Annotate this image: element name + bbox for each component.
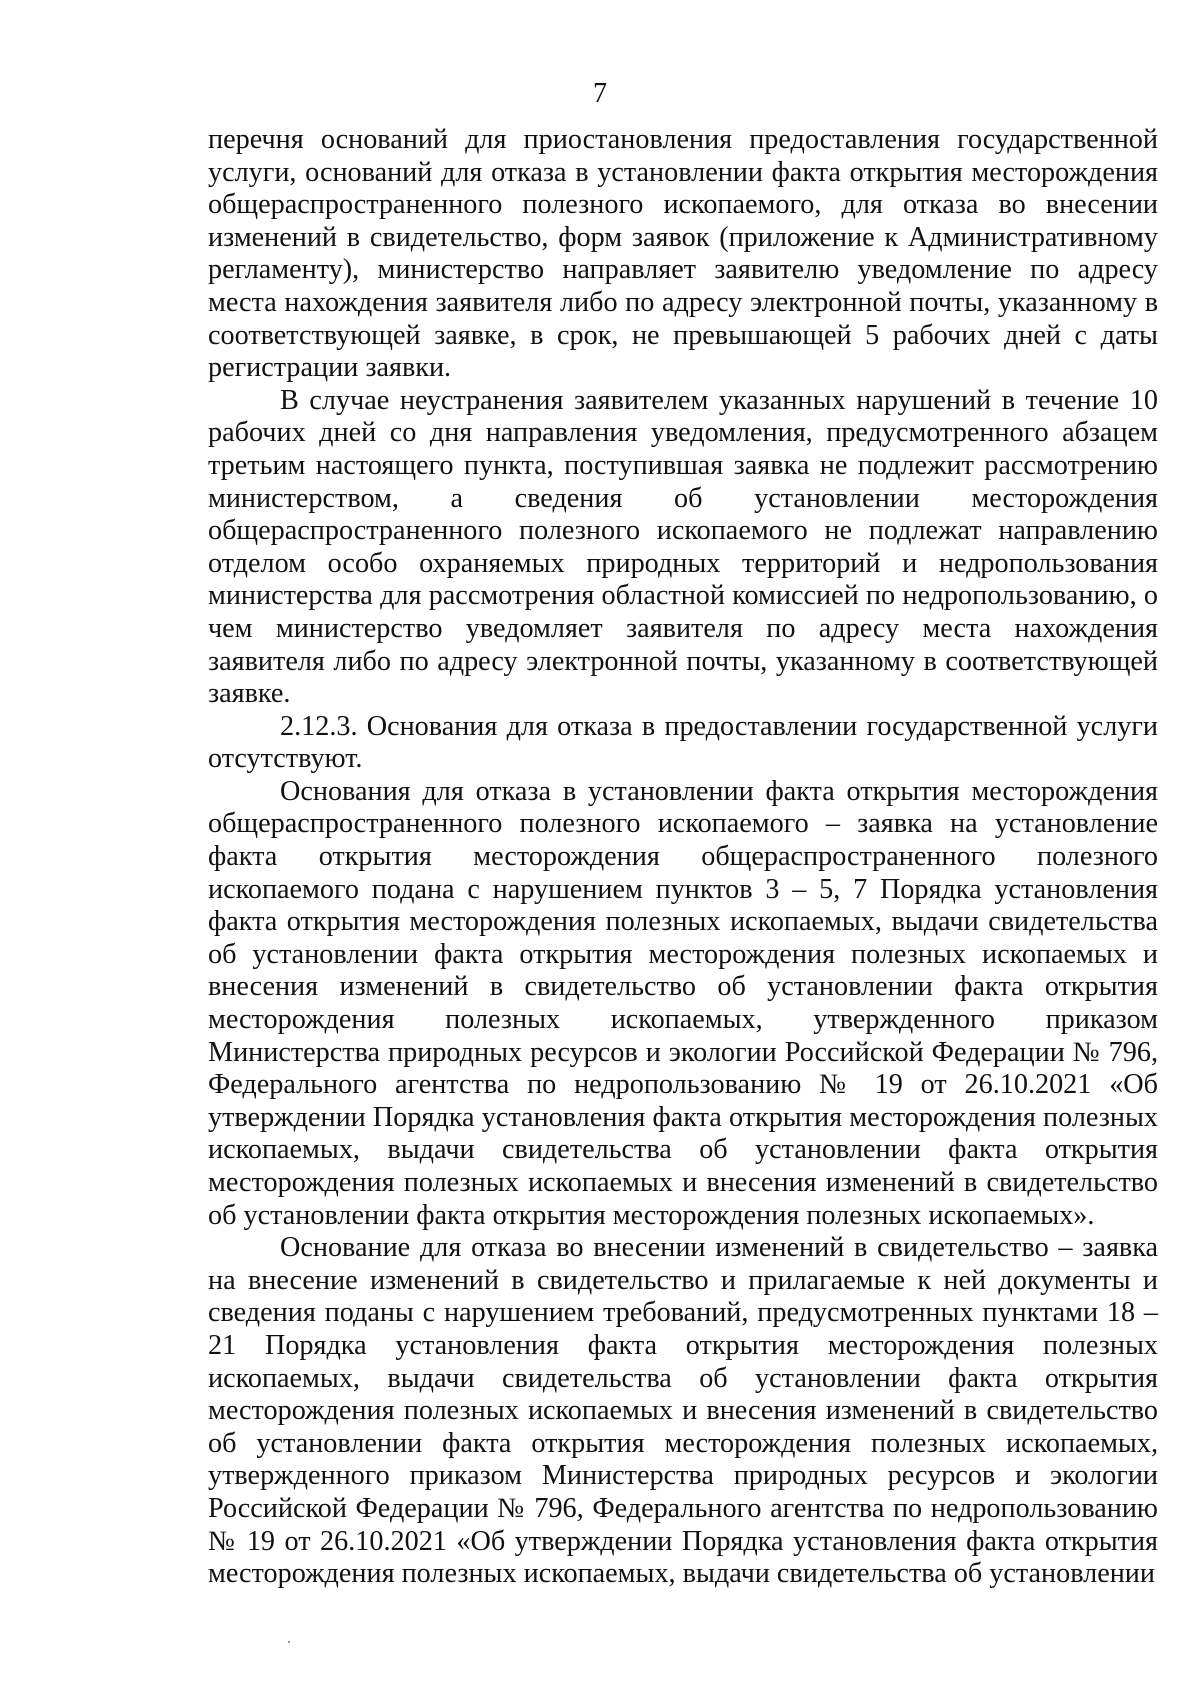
document-body: [208, 124, 1158, 1591]
page-number: 7: [593, 78, 607, 109]
paragraph-refusal-grounds-deposit: Основания для отказа в установлении факта открытия месторождения общераспространенного полезного ископаемого – заявка на установление факта открытия месторождения общераспространенного полезного ископаемого подана с нарушением пунктов 3 – 5, 7 Порядка установления факта открытия месторождения полезных ископаемых, выдачи свидетельства об установлении факта открытия месторождения полезных ископаемых и внесения изменений в свидетельство об установлении факта открытия месторождения полезных ископаемых, утвержденного приказом Министерства природных ресурсов и экологии Российской Федерации № 796, Федерального агентства по недропользованию № 19 от 26.10.2021 «Об утверждении Порядка установления факта открытия месторождения полезных ископаемых, выдачи свидетельства об установлении факта открытия месторождения полезных ископаемых и внесения изменений в свидетельство об установлении факта открытия месторождения полезных ископаемых».: [208, 775, 1158, 1231]
paragraph-continuation: перечня оснований для приостановления предоставления государственной услуги, оснований для отказа в установлении факта открытия месторождения общераспространенного полезного ископаемого, для отказа во внесении изменений в свидетельство, форм заявок (приложение к Административному регламенту), министерство направляет заявителю уведомление по адресу места нахождения заявителя либо по адресу электронной почты, указанному в соответствующей заявке, в срок, не превышающей 5 рабочих дней с даты регистрации заявки.: [208, 124, 1158, 384]
scan-speck: [288, 1641, 290, 1643]
paragraph-refusal-grounds-changes: Основание для отказа во внесении изменений в свидетельство – заявка на внесение изменений в свидетельство и прилагаемые к ней документы и сведения поданы с нарушением требований, предусмотренных пунктами 18 – 21 Порядка установления факта открытия месторождения полезных ископаемых, выдачи свидетельства об установлении факта открытия месторождения полезных ископаемых и внесения изменений в свидетельство об установлении факта открытия месторождения полезных ископаемых, утвержденного приказом Министерства природных ресурсов и экологии Российской Федерации № 796, Федерального агентства по недропользованию № 19 от 26.10.2021 «Об утверждении Порядка установления факта открытия месторождения полезных ископаемых, выдачи свидетельства об установлении: [208, 1232, 1158, 1590]
paragraph-non-elimination: В случае неустранения заявителем указанных нарушений в течение 10 рабочих дней со дня направления уведомления, предусмотренного абзацем третьим настоящего пункта, поступившая заявка не подлежит рассмотрению министерством, а сведения об установлении месторождения общераспространенного полезного ископаемого не подлежат направлению отделом особо охраняемых природных территорий и недропользования министерства для рассмотрения областной комиссией по недропользованию, о чем министерство уведомляет заявителя по адресу места нахождения заявителя либо по адресу электронной почты, указанному в соответствующей заявке.: [208, 384, 1158, 710]
paragraph-2-12-3: 2.12.3. Основания для отказа в предоставлении государственной услуги отсутствуют.: [208, 710, 1158, 775]
